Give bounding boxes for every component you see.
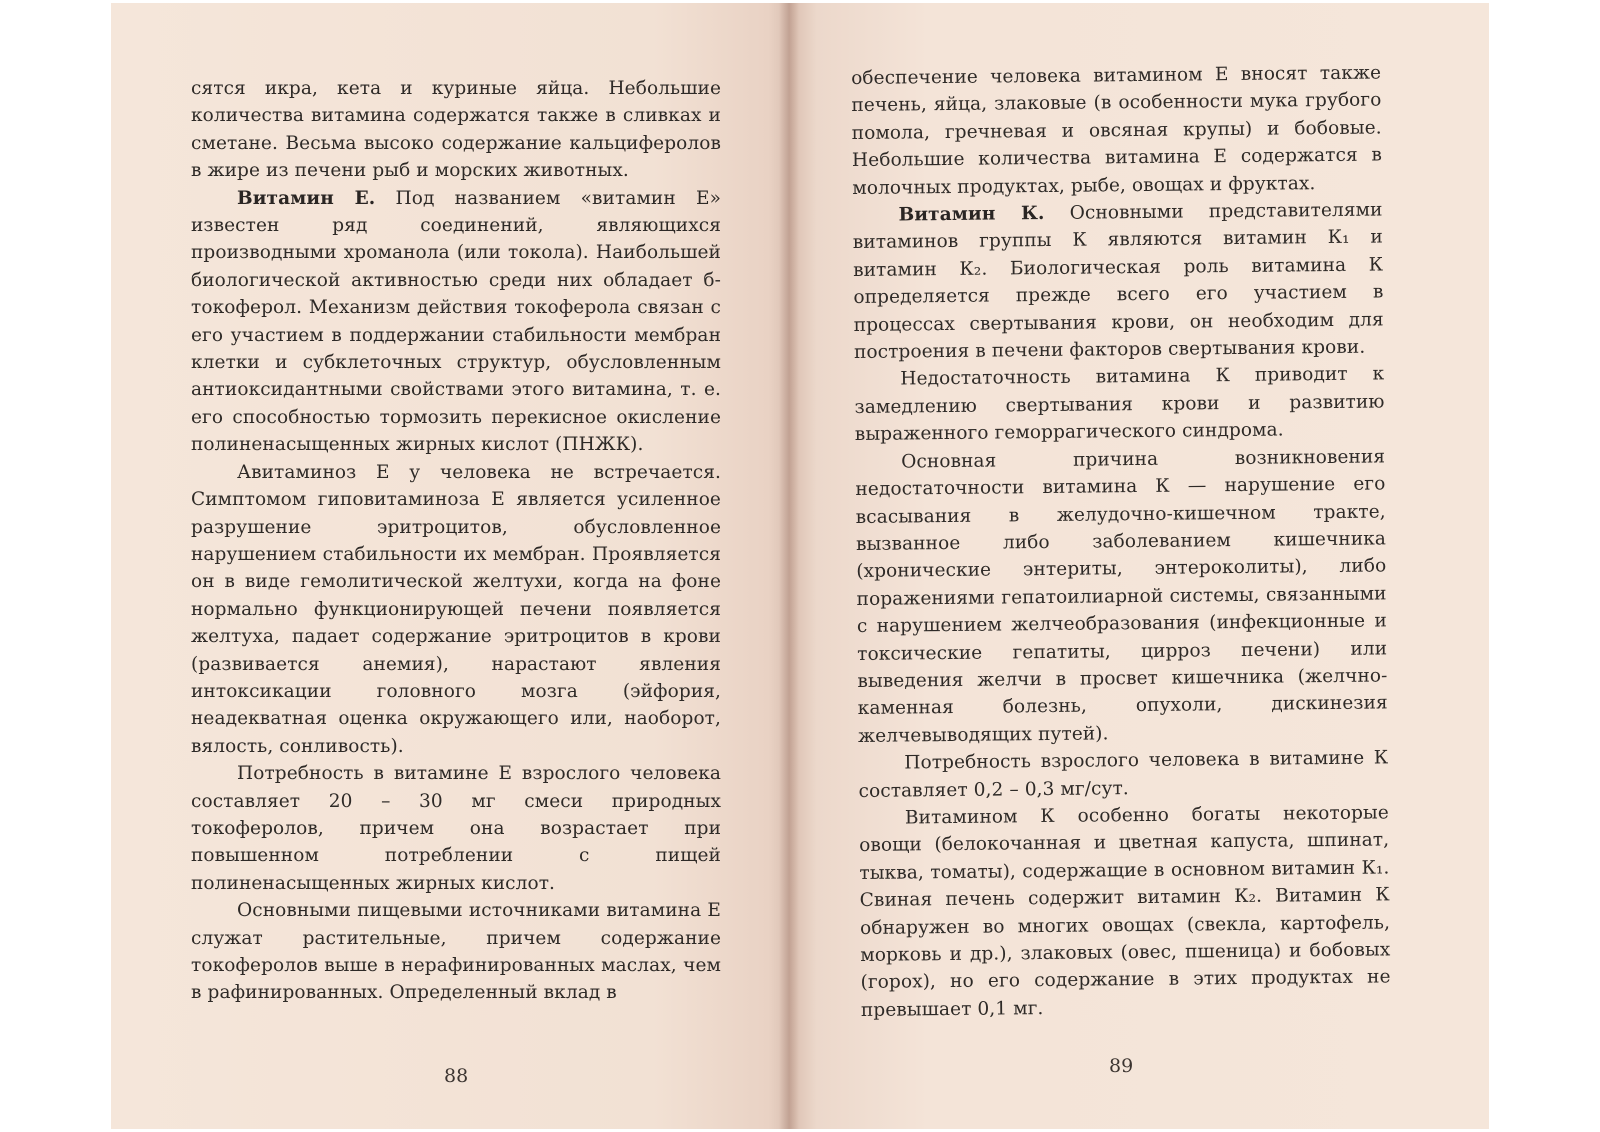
paragraph: Витамин Е. Под названием «витамин Е» известен ряд соединений, являющихся производными хроманола (или токола). Наибольшей биологической активностью среди них обладает б-токоферол. Механизм действия токоферола связан с его участием в поддержании стабильности мембран клетки и субклеточных структур, обусловленным антиоксидантными свойствами этого витамина, т. е. его способностью тормозить перекисное окисление полиненасыщенных жирных кислот (ПНЖК).	[191, 187, 721, 456]
paragraph: обеспечение человека витамином Е вносят также печень, яйца, злаковые (в особенности мука грубого помола, гречневая и овсяная крупы) и бобовые. Небольшие количества витамина Е содержатся в молочных продуктах, рыбе, овощах и фруктах.	[851, 62, 1383, 199]
paragraph: Недостаточность витамина К приводит к замедлению свертывания крови и развитию выраженного геморрагического синдрома.	[854, 363, 1385, 446]
right-page	[789, 3, 1489, 1129]
page-number-left: 88	[444, 1065, 469, 1087]
paragraph: Потребность взрослого человека в витамине К составляет 0,2 – 0,3 мг/сут.	[858, 747, 1389, 802]
section-heading-vitamin-k: Витамин К.	[898, 203, 1045, 226]
left-page	[111, 3, 789, 1129]
paragraph: Авитаминоз Е у человека не встречается. Симптомом гиповитаминоза Е является усиленное разрушение эритроцитов, обусловленное нарушением стабильности их мембран. Проявляется он в виде гемолитической желтухи, когда на фоне нормально функционирующей печени появляется желтуха, падает содержание эритроцитов в крови (развивается анемия), нарастают явления интоксикации головного мозга (эйфория, неадекватная оценка окружающего или, наоборот, вялость, сонливость).	[191, 461, 721, 757]
left-page-text	[191, 75, 721, 1007]
paragraph: Потребность в витамине Е взрослого человека составляет 20 – 30 мг смеси природных токоферолов, причем она возрастает при повышенном потреблении с пищей полиненасыщенных жирных кислот.	[191, 763, 721, 894]
paragraph: Основными пищевыми источниками витамина Е служат растительные, причем содержание токоферолов выше в нерафинированных маслах, чем в рафинированных. Определенный вклад в	[191, 900, 721, 1004]
book-spine-shadow	[779, 3, 799, 1129]
paragraph: Основная причина возникновения недостаточности витамина К — нарушение его всасывания в желудочно-кишечном тракте, вызванное либо заболеванием кишечника (хронические энтериты, энтероколиты), либо поражениями гепатоилиарной системы, связанными с нарушением желчеобразования (инфекционные и токсические гепатиты, цирроз печени) или выведения желчи в просвет кишечника (желчно-каменная болезнь, опухоли, дискинезия желчевыводящих путей).	[855, 446, 1388, 747]
book-spread	[111, 3, 1489, 1129]
paragraph: Витамин К. Основными представителями витаминов группы К являются витамин К₁ и витамин К₂. Биологическая роль витамина К определяется прежде всего его участием в процессах свертывания крови, он необходим для построения в печени факторов свертывания крови.	[852, 199, 1384, 364]
paragraph: сятся икра, кета и куриные яйца. Небольшие количества витамина содержатся также в сливках и сметане. Весьма высоко содержание кальциферолов в жире из печени рыб и морских животных.	[191, 78, 721, 182]
paragraph: Витамином К особенно богаты некоторые овощи (белокочанная и цветная капуста, шпинат, тыква, томаты), содержащие в основном витамин К₁. Свиная печень содержит витамин К₂. Витамин К обнаружен во многих овощах (свекла, картофель, морковь и др.), злаковых (овес, пшеница) и бобовых (горох), но его содержание в этих продуктах не превышает 0,1 мг.	[859, 802, 1391, 1021]
page-number-right: 89	[1109, 1055, 1134, 1077]
right-page-text	[851, 59, 1391, 1024]
section-heading-vitamin-e: Витамин Е.	[237, 187, 376, 209]
